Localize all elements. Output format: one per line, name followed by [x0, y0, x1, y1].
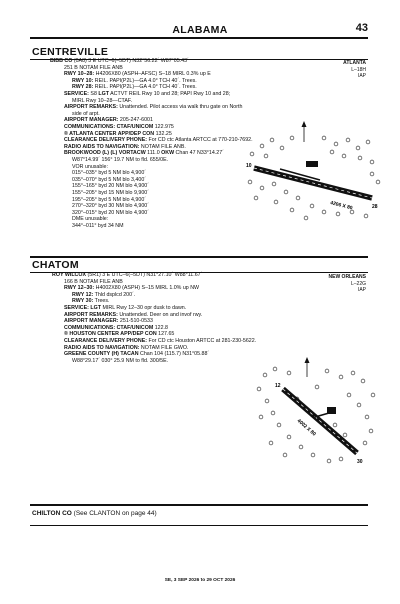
chart-ref-sectional: ATLANTA [343, 60, 366, 66]
entry-line [64, 285, 199, 292]
entry-line [64, 312, 202, 319]
entry-text: ® ATLANTA CENTER APP/DEP CON [64, 130, 155, 137]
chart-ref-chatom [329, 274, 367, 294]
entry-text: (5R1) 3 E UTC–6(–5DT) N31°27.10´ W88°11.67´ [86, 272, 203, 278]
chart-ref-enroute: L–22G [350, 280, 366, 287]
entry-line [72, 164, 108, 171]
entry-text: CLEARANCE DELIVERY PHONE: [64, 338, 147, 344]
north-arrow-icon [305, 357, 310, 377]
entry-text: For CD ctc Atlanta ARTCC at 770-210-7692. [147, 137, 253, 144]
section-divider [30, 504, 368, 506]
entry-text: RWY 12–30: [64, 285, 95, 292]
entry-text: BIBB CO [50, 58, 73, 64]
chart-ref-iap: IAP [357, 287, 366, 294]
effective-dates: SE, 3 SEP 2026 to 29 OCT 2026 [164, 578, 236, 583]
entry-line [72, 223, 124, 230]
entry-line [64, 71, 211, 78]
city-heading-centreville: CENTREVILLE [32, 46, 109, 58]
entry-text: COMMUNICATIONS: CTAF/UNICOM [64, 324, 154, 331]
entry-text: RWY 30: [72, 298, 94, 305]
entry-text: ROY WILCOX [52, 272, 87, 278]
entry-text: Unattended. Deer on and invof rwy. [117, 311, 203, 318]
entry-line [72, 170, 146, 177]
entry-line [52, 272, 202, 279]
section-divider [30, 525, 368, 526]
entry-text: REIL. PAPI(P2L)—GA 4.0° TCH 40´. Trees. [93, 77, 197, 84]
chart-ref-enroute: L–18H [351, 66, 366, 73]
entry-text: AIRPORT MANAGER: [64, 117, 119, 124]
entry-text: 251 B NOTAM FILE ANB [64, 64, 123, 71]
entry-text: 195°–205° byd 5 NM blo 4,900´ [72, 196, 147, 203]
entry-line [72, 177, 146, 184]
entry-text: SERVICE: [64, 305, 89, 311]
entry-text: 015°–035° byd 5 NM blo 4,900´ [72, 170, 147, 177]
entry-line [72, 210, 149, 217]
entry-line [64, 144, 186, 151]
entry-text: For CD ctc Houston ARTCC at 281-230-5622. [147, 338, 257, 344]
airport-diagram-roy-wilcox [245, 355, 380, 470]
north-arrow-icon [302, 121, 307, 142]
entry-line [72, 190, 149, 197]
entry-line [72, 98, 132, 105]
entry-text: RWY 10–28: [64, 71, 95, 78]
entry-text: RWY 28: [72, 84, 94, 91]
entry-line [72, 203, 149, 210]
entry-text: MIRL Rwy 12–30 opr dusk to dawn. [101, 305, 187, 311]
airport-diagram-bibb-co [232, 118, 382, 226]
entry-line [64, 104, 242, 111]
entry-text: AIRPORT MANAGER: [64, 318, 119, 325]
runway-dimension-label: 4206 X 80 [329, 200, 354, 212]
entry-text: Trees. [93, 298, 110, 305]
entry-text: ACTVT REIL Rwy 10 and 28; PAPI Rwy 10 and 28; [108, 91, 231, 97]
entry-text: RWY 12: [72, 291, 94, 298]
runway-dimension-label: 4002 X 80 [295, 417, 317, 438]
entry-line [72, 78, 197, 85]
entry-text: COMMUNICATIONS: CTAF/UNICOM [64, 124, 154, 130]
entry-text: 205-247-6001 [118, 117, 153, 124]
entry-line [64, 137, 253, 144]
entry-text: 166 B NOTAM FILE ANB [64, 278, 123, 285]
entry-line [64, 117, 153, 124]
apron [327, 407, 336, 414]
entry-text: GREENE COUNTY (H) TACAN [64, 351, 139, 358]
entry-line [72, 216, 108, 223]
cross-reference-target: (See CLANTON on page 44) [73, 510, 157, 517]
section-divider [30, 256, 368, 258]
entry-line [64, 124, 174, 131]
entry-text: SERVICE: [64, 91, 89, 97]
entry-text: (0A8) 3 E UTC–6(–5DT) N32°56.22´ W87°05.43´ [72, 58, 189, 64]
entry-text: 155°–205° byd 15 NM blo 9,900´ [72, 190, 149, 196]
entry-line [64, 65, 123, 72]
entry-text: 122.975 [153, 124, 174, 130]
entry-text: RWY 10: [72, 77, 94, 84]
chart-ref-sectional: NEW ORLEANS [328, 274, 366, 280]
entry-line [64, 338, 256, 345]
entry-text: S8 [88, 91, 99, 97]
entry-line [72, 157, 168, 164]
entry-text: REIL. PAPI(P2L)—GA 4.0° TCH 40´. Trees. [93, 84, 197, 91]
entry-text: 122.8 [153, 324, 168, 331]
entry-text: DME unusable: [72, 216, 109, 223]
entry-text: BROOKWOOD (L) (L) VORTACW [64, 150, 146, 157]
entry-text: side of arpt. [72, 110, 100, 117]
entry-text: OKW [161, 150, 175, 157]
entry-text: ® HOUSTON CENTER APP/DEP CON [64, 331, 157, 338]
entry-text: RADIO AIDS TO NAVIGATION: [64, 143, 140, 150]
entry-text: 111.0 [145, 150, 162, 157]
header-rule [30, 37, 368, 39]
entry-line [72, 183, 149, 190]
entry-line [64, 150, 224, 157]
entry-line [72, 84, 197, 91]
runway-end-label-10: 10 [246, 163, 252, 169]
entry-text: VOR unusable: [72, 163, 108, 170]
entry-text: AIRPORT REMARKS: [64, 104, 118, 111]
entry-text: LGT [98, 91, 109, 97]
entry-line [64, 345, 188, 352]
entry-text: 035°–070° byd 5 NM blo 3,400´ [72, 176, 147, 183]
cross-reference-name: CHILTON CO [32, 510, 72, 517]
entry-line [72, 197, 146, 204]
entry-text: Chan 104 (115.7) N31°05.88´ [138, 351, 210, 358]
entry-text: LGT [90, 305, 102, 311]
entry-text: 320°–015° byd 20 NM blo 4,900´ [72, 209, 149, 216]
entry-text: 155°–165° byd 20 NM blo 4,900´ [72, 183, 149, 190]
city-heading-chatom: CHATOM [32, 259, 79, 271]
chart-ref-centreville [343, 60, 366, 80]
entry-text: H4002X80 (ASPH) S–15 MIRL 1.0% up NW [94, 285, 200, 292]
entry-text: 344°–011° byd 34 NM [72, 223, 124, 229]
runway-end-label-30: 30 [357, 459, 363, 465]
page-number: 43 [355, 22, 368, 34]
entry-line [72, 292, 135, 299]
entry-text: AIRPORT REMARKS: [64, 311, 118, 318]
entry-line [64, 318, 153, 325]
entry-line [72, 358, 168, 365]
entry-line [64, 331, 174, 338]
entry-text: NOTAM FILE GWO. [139, 344, 189, 351]
entry-text: 127.65 [156, 331, 175, 338]
entry-line [64, 91, 230, 98]
runway-end-label-28: 28 [372, 204, 378, 210]
apron [306, 161, 318, 167]
entry-text: NOTAM FILE ANB. [139, 143, 186, 150]
chart-ref-iap: IAP [357, 73, 366, 80]
entry-text: CLEARANCE DELIVERY PHONE: [64, 137, 147, 144]
cross-reference-chilton [32, 510, 157, 518]
entry-line [72, 111, 100, 118]
entry-text: Thld dsplcd 200´. [93, 291, 136, 298]
entry-line [64, 305, 186, 312]
page-header-state: ALABAMA [172, 24, 228, 36]
entry-line [64, 131, 172, 138]
entry-line [64, 351, 209, 358]
entry-text: MIRL Rwy 10–28—CTAF. [72, 97, 133, 104]
entry-line [64, 279, 123, 286]
entry-text: 270°–320° byd 30 NM blo 4,900´ [72, 203, 149, 210]
entry-text: H4206X80 (ASPH–AFSC) S–18 MIRL 0.3% up E [94, 71, 211, 78]
entry-text: W88°29.17´ 030° 25.9 NM to fld. 300/5E. [72, 357, 169, 364]
entry-text: RADIO AIDS TO NAVIGATION: [64, 344, 140, 351]
entry-text: W87°14.99´ 156° 19.7 NM to fld. 655/0E. [72, 157, 169, 163]
entry-line [72, 298, 110, 305]
runway-end-label-12: 12 [275, 383, 281, 389]
entry-text: 132.25 [154, 130, 172, 137]
entry-text: Chan 47 N33°14.27´ [174, 150, 224, 157]
entry-line [50, 58, 189, 65]
entry-text: Unattended. Pilot access via walk thru gate on North [117, 104, 243, 111]
entry-text: 251-510-0533 [118, 318, 153, 325]
